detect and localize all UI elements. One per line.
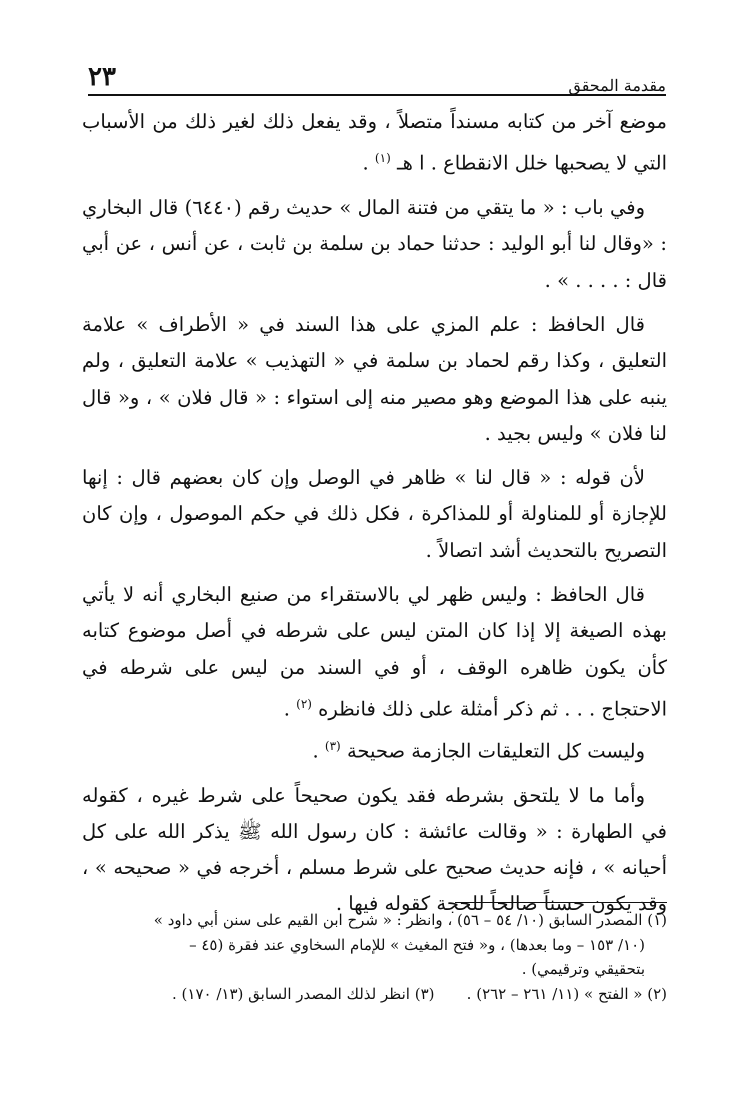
footnote-ref-3[interactable]: (٣) [324, 738, 341, 753]
page-number: ٢٣ [88, 62, 116, 92]
paragraph-3: قال الحافظ : علم المزي على هذا السند في « الأطراف » علامة التعليق ، وكذا رقم لحماد بن سلمة في « التهذيب » علامة التعليق ، ولم ينبه على هذا الموضع وهو مصير منه إلى استواء : « قال فلان » ، و« قال لنا فلان » وليس بجيد . [82, 312, 667, 445]
footnote-separator [455, 902, 667, 903]
running-title: مقدمة المحقق [568, 76, 666, 95]
footnote-1-line-2: (١٠/ ١٥٣ – وما بعدها) ، و« فتح المغيث » للإمام السخاوي عند فقرة (٤٥ – [189, 935, 645, 954]
footnote-row-2-3 [82, 982, 667, 1007]
header-rule [88, 94, 666, 96]
footnote-ref-1[interactable]: (١) [374, 151, 391, 166]
paragraph-1 [82, 104, 667, 182]
paragraph-2: وفي باب : « ما يتقي من فتنة المال » حديث رقم (٦٤٤٠) قال البخاري : «وقال لنا أبو الوليد : حدثنا حماد بن سلمة بن ثابت ، عن أنس ، عن أبي قال : . . . . » . [82, 196, 667, 292]
page-header [88, 62, 666, 96]
paragraph-5-end: . [283, 697, 297, 721]
footnote-3: (٣) انظر لذلك المصدر السابق (١٣/ ١٧٠) . [172, 984, 435, 1003]
paragraph-1-end: . [362, 151, 375, 175]
paragraph-6-end: . [312, 739, 325, 763]
paragraph-6 [82, 728, 667, 770]
main-text [82, 104, 667, 923]
footnote-1-line-3: بتحقيقي وترقيمي) . [521, 960, 645, 978]
paragraph-4: لأن قوله : « قال لنا » ظاهر في الوصل وإن كان بعضهم قال : إنها للإجازة أو للمناولة أو للمذاكرة ، فكل ذلك في حكم الموصول ، وإن كان التصريح بالتحديث أشد اتصالاً . [82, 466, 667, 562]
paragraph-7: وأما ما لا يلتحق بشرطه فقد يكون صحيحاً على شرط غيره ، كقوله في الطهارة : « وقالت عائشة : كان رسول الله ﷺ يذكر الله على كل أحيانه » ، فإنه حديث صحيح على شرط مسلم ، أخرجه في « صحيحه » ، وقد يكون حسناً صالحاً للحجة كقوله فيها . [82, 783, 667, 916]
paragraph-6-text: وليست كل التعليقات الجازمة صحيحة [346, 739, 645, 763]
footnote-1-line-1: (١) المصدر السابق (١٠/ ٥٤ – ٥٦) ، وانظر : « شرح ابن القيم على سنن أبي داود » [153, 911, 667, 929]
footnote-2: (٢) « الفتح » (١١/ ٢٦١ – ٢٦٢) . [466, 984, 667, 1003]
footnote-ref-2[interactable]: (٢) [296, 696, 312, 711]
footnotes [82, 908, 667, 1006]
paragraph-1-text: موضع آخر من كتابه مسنداً متصلاً ، وقد يفعل ذلك لغير ذلك من الأسباب التي لا يصحبها خلل الانقطاع . ا هـ [82, 110, 667, 175]
paragraph-5-text: قال الحافظ : وليس ظهر لي بالاستقراء من صنيع البخاري أنه لا يأتي بهذه الصيغة إلا إذا كان المتن ليس على شرطه في أصل موضوع كتابه كأن يكون ظاهره الوقف ، أو في السند من ليس على شرطه في الاحتجاج . . . ثم ذكر أمثلة على ذلك فانظره [82, 583, 667, 721]
paragraph-5 [82, 577, 667, 728]
